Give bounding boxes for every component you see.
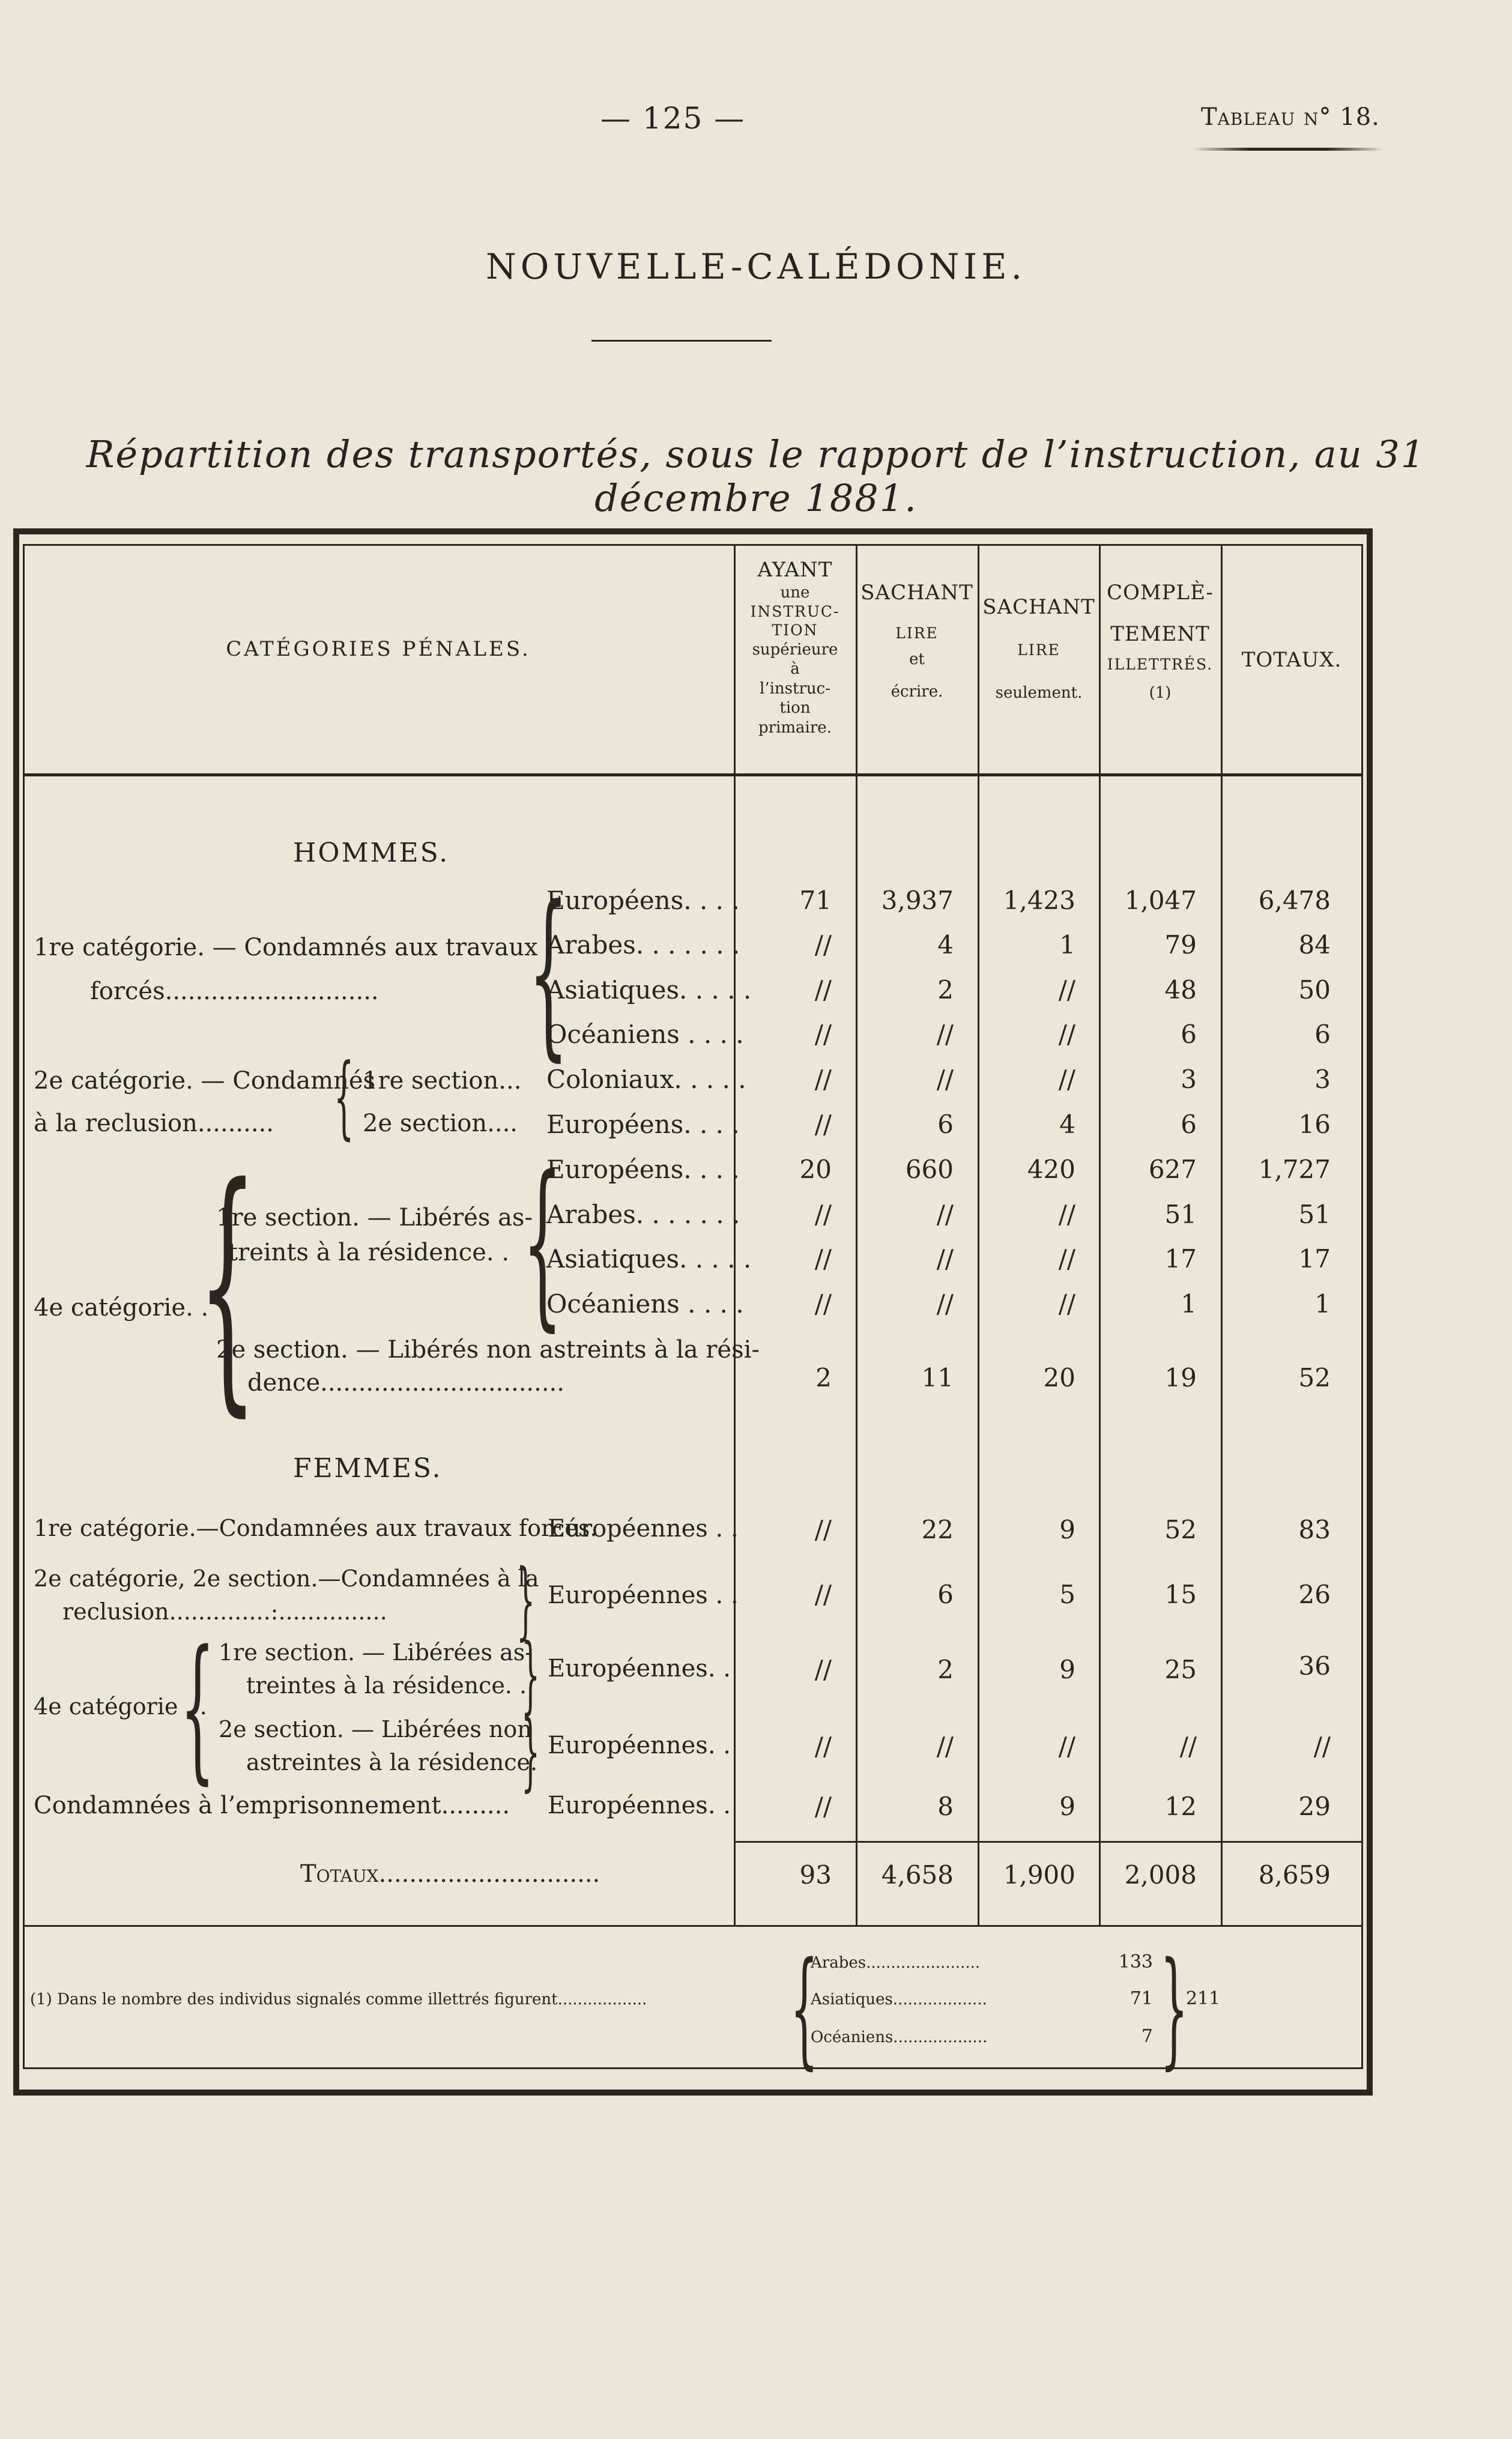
section-heading-femmes: FEMMES. bbox=[293, 1453, 443, 1484]
value-cell: // bbox=[936, 1065, 954, 1094]
section-label: treints à la résidence. . bbox=[228, 1239, 510, 1266]
origin-label: Européens. . . . bbox=[546, 886, 740, 915]
section-label: 1re section... bbox=[363, 1067, 522, 1095]
value-cell: 6 bbox=[937, 1110, 954, 1139]
column-divider bbox=[734, 544, 736, 1925]
value-cell: // bbox=[1313, 1732, 1331, 1761]
page-number: — 125 — bbox=[600, 101, 746, 136]
value-cell: 6 bbox=[937, 1580, 954, 1609]
section-label: 1re section. — Libérées as- bbox=[219, 1639, 533, 1666]
value-cell: 1 bbox=[1181, 1289, 1197, 1319]
section-label: 2e section. — Libérés non astreints à la rési- bbox=[216, 1336, 760, 1364]
value-cell: 1,727 bbox=[1258, 1155, 1331, 1184]
category-label: 1re catégorie. — Condamnés aux travaux bbox=[34, 934, 538, 961]
footnote-item-label: Arabes....................... bbox=[811, 1954, 981, 1972]
origin-label: Arabes. . . . . . . bbox=[546, 930, 740, 960]
footnote-item-label: Océaniens................... bbox=[811, 2028, 988, 2046]
value-cell: 51 bbox=[1298, 1200, 1331, 1229]
value-cell: 6,478 bbox=[1258, 886, 1331, 915]
category-label: 2e catégorie. — Condamnés bbox=[34, 1067, 376, 1095]
value-cell: 3 bbox=[1314, 1065, 1331, 1094]
category-label: 1re catégorie.—Condamnées aux travaux forcés. bbox=[34, 1515, 597, 1541]
origin-label: Océaniens . . . . bbox=[546, 1020, 744, 1049]
value-cell: 6 bbox=[1314, 1020, 1331, 1049]
value-cell: // bbox=[1058, 1200, 1075, 1229]
column-header-category: CATÉGORIES PÉNALES. bbox=[226, 637, 531, 661]
value-cell: // bbox=[814, 1020, 832, 1049]
brace: { bbox=[522, 1138, 563, 1347]
value-cell: // bbox=[814, 1065, 832, 1094]
section-label: 1re section. — Libérés as- bbox=[216, 1204, 533, 1232]
value-cell: 627 bbox=[1148, 1155, 1197, 1184]
totals-label: Totaux............................. bbox=[300, 1860, 600, 1888]
brace: { bbox=[790, 1935, 818, 2082]
column-header-lire-ecrire: SACHANT LIRE et écrire. bbox=[860, 581, 973, 701]
brace: } bbox=[516, 1552, 536, 1649]
value-cell: // bbox=[814, 1110, 832, 1139]
value-cell: 4 bbox=[1059, 1110, 1075, 1139]
value-cell: // bbox=[936, 1732, 954, 1761]
value-cell: 2 bbox=[937, 1655, 954, 1684]
value-cell: // bbox=[814, 1580, 832, 1609]
page-title: NOUVELLE-CALÉDONIE. bbox=[485, 246, 1027, 287]
value-cell: 9 bbox=[1059, 1515, 1075, 1544]
value-cell: 16 bbox=[1298, 1110, 1331, 1139]
value-cell: 17 bbox=[1298, 1244, 1331, 1274]
origin-label: Asiatiques. . . . . bbox=[546, 975, 752, 1005]
value-cell: 50 bbox=[1298, 975, 1331, 1005]
column-divider bbox=[1099, 544, 1101, 1925]
value-cell: 17 bbox=[1164, 1244, 1197, 1274]
value-cell: 1,423 bbox=[1003, 886, 1075, 915]
value-cell: 9 bbox=[1059, 1655, 1075, 1684]
tableau-reference: Tableau n° 18. bbox=[1201, 103, 1380, 131]
column-header-illettres: COMPLÈ- TEMENT ILLETTRÉS. (1) bbox=[1106, 581, 1214, 703]
total-value: 1,900 bbox=[1003, 1860, 1075, 1890]
column-divider bbox=[978, 544, 979, 1925]
value-cell: 22 bbox=[921, 1515, 954, 1544]
origin-label: Arabes. . . . . . . bbox=[546, 1200, 740, 1229]
value-cell: 52 bbox=[1298, 1363, 1331, 1392]
section-label: treintes à la résidence. . bbox=[246, 1672, 527, 1699]
value-cell: // bbox=[814, 1515, 832, 1544]
value-cell: 52 bbox=[1164, 1515, 1197, 1544]
total-value: 93 bbox=[799, 1860, 832, 1890]
footnote-item-label: Asiatiques................... bbox=[811, 1990, 987, 2008]
section-label: 2e section. — Libérées non bbox=[219, 1716, 532, 1742]
value-cell: // bbox=[936, 1020, 954, 1049]
value-cell: // bbox=[814, 1655, 832, 1684]
value-cell: 15 bbox=[1164, 1580, 1197, 1609]
brace: } bbox=[521, 1703, 540, 1801]
value-cell: // bbox=[1058, 1065, 1075, 1094]
total-value: 8,659 bbox=[1258, 1860, 1331, 1890]
column-divider bbox=[1221, 544, 1223, 1925]
value-cell: 660 bbox=[905, 1155, 954, 1184]
category-label: à la reclusion.......... bbox=[34, 1110, 274, 1137]
value-cell: // bbox=[814, 1792, 832, 1821]
origin-label: Européennes . . bbox=[548, 1582, 739, 1609]
category-label: Condamnées à l’emprisonnement......... bbox=[34, 1792, 510, 1819]
value-cell: 3,937 bbox=[881, 886, 954, 915]
footnote-item-value: 7 bbox=[1141, 2026, 1153, 2047]
value-cell: 51 bbox=[1164, 1200, 1197, 1229]
origin-label: Européens. . . . bbox=[546, 1110, 740, 1139]
page-header bbox=[0, 96, 1512, 144]
brace: { bbox=[198, 1131, 257, 1439]
column-divider bbox=[856, 544, 857, 1925]
value-cell: 71 bbox=[799, 886, 832, 915]
total-value: 4,658 bbox=[881, 1860, 954, 1890]
value-cell: // bbox=[936, 1244, 954, 1274]
value-cell: // bbox=[814, 975, 832, 1005]
footnote-divider bbox=[24, 1925, 1362, 1927]
value-cell: 11 bbox=[921, 1363, 954, 1392]
origin-label: Européens. . . . bbox=[546, 1155, 740, 1184]
header-divider bbox=[24, 773, 1362, 776]
value-cell: 20 bbox=[1043, 1363, 1075, 1392]
value-cell: 29 bbox=[1298, 1792, 1331, 1821]
value-cell: 4 bbox=[937, 930, 954, 960]
value-cell: // bbox=[936, 1289, 954, 1319]
origin-label: Asiatiques. . . . . bbox=[546, 1244, 752, 1274]
brace: { bbox=[528, 868, 569, 1077]
origin-label: Européennes . . bbox=[548, 1515, 739, 1543]
value-cell: // bbox=[936, 1200, 954, 1229]
value-cell: // bbox=[1058, 1244, 1075, 1274]
value-cell: 2 bbox=[815, 1363, 832, 1392]
category-label: reclusion..............:............... bbox=[62, 1598, 387, 1625]
value-cell: 6 bbox=[1181, 1020, 1197, 1049]
footnote-total: 211 bbox=[1186, 1988, 1221, 2009]
value-cell: // bbox=[814, 930, 832, 960]
category-label: forcés............................ bbox=[90, 978, 379, 1005]
origin-label: Océaniens . . . . bbox=[546, 1289, 744, 1319]
value-cell: 1 bbox=[1314, 1289, 1331, 1319]
value-cell: // bbox=[814, 1200, 832, 1229]
value-cell: 84 bbox=[1298, 930, 1331, 960]
brace: { bbox=[334, 1045, 354, 1149]
tableau-rule bbox=[1192, 148, 1384, 151]
origin-label: Européennes. . bbox=[548, 1655, 731, 1682]
value-cell: // bbox=[1058, 975, 1075, 1005]
brace: { bbox=[180, 1618, 215, 1799]
value-cell: 25 bbox=[1164, 1655, 1197, 1684]
value-cell: 1 bbox=[1059, 930, 1075, 960]
value-cell: // bbox=[1058, 1020, 1075, 1049]
totals-divider bbox=[734, 1841, 1362, 1843]
value-cell: 19 bbox=[1164, 1363, 1197, 1392]
value-cell: 5 bbox=[1059, 1580, 1075, 1609]
value-cell: 8 bbox=[937, 1792, 954, 1821]
value-cell: 9 bbox=[1059, 1792, 1075, 1821]
page-subtitle: Répartition des transportés, sous le rapport de l’instruction, au 31 décembre 1881. bbox=[86, 432, 1426, 520]
category-label: 4e catégorie . . bbox=[34, 1693, 207, 1720]
value-cell: 36 bbox=[1298, 1651, 1331, 1681]
value-cell: 12 bbox=[1164, 1792, 1197, 1821]
section-label: astreintes à la résidence. bbox=[246, 1749, 538, 1776]
column-header-totaux: TOTAUX. bbox=[1241, 648, 1342, 672]
category-label: 2e catégorie, 2e section.—Condamnées à la bbox=[34, 1565, 539, 1592]
value-cell: 3 bbox=[1181, 1065, 1197, 1094]
section-label: dence................................ bbox=[247, 1369, 564, 1397]
value-cell: // bbox=[814, 1289, 832, 1319]
brace: } bbox=[521, 1626, 540, 1724]
section-heading-hommes: HOMMES. bbox=[293, 838, 450, 868]
column-header-instruction-superieure: AYANT une INSTRUC- TION supérieure à l’instruc- tion primaire. bbox=[750, 558, 840, 737]
value-cell: 2 bbox=[937, 975, 954, 1005]
title-divider bbox=[591, 340, 772, 342]
value-cell: 48 bbox=[1164, 975, 1197, 1005]
footnote-item-value: 71 bbox=[1129, 1988, 1153, 2009]
value-cell: // bbox=[1179, 1732, 1197, 1761]
value-cell: 79 bbox=[1164, 930, 1197, 960]
footnote-item-value: 133 bbox=[1118, 1951, 1153, 1972]
value-cell: // bbox=[814, 1732, 832, 1761]
value-cell: // bbox=[814, 1244, 832, 1274]
value-cell: // bbox=[1058, 1289, 1075, 1319]
value-cell: 1,047 bbox=[1124, 886, 1197, 915]
brace: } bbox=[1160, 1935, 1188, 2082]
total-value: 2,008 bbox=[1124, 1860, 1197, 1890]
section-label: 2e section.... bbox=[363, 1110, 518, 1137]
value-cell: // bbox=[1058, 1732, 1075, 1761]
footnote-text: (1) Dans le nombre des individus signalés comme illettrés figurent.................. bbox=[30, 1990, 647, 2008]
value-cell: 83 bbox=[1298, 1515, 1331, 1544]
value-cell: 20 bbox=[799, 1155, 832, 1184]
origin-label: Européennes. . bbox=[548, 1792, 731, 1819]
value-cell: 420 bbox=[1027, 1155, 1075, 1184]
origin-label: Européennes. . bbox=[548, 1732, 731, 1759]
origin-label: Coloniaux. . . . . bbox=[546, 1065, 746, 1094]
value-cell: 26 bbox=[1298, 1580, 1331, 1609]
column-header-lire-seulement: SACHANT LIRE seulement. bbox=[982, 595, 1095, 702]
category-label: 4e catégorie. . bbox=[34, 1294, 209, 1322]
value-cell: 6 bbox=[1181, 1110, 1197, 1139]
